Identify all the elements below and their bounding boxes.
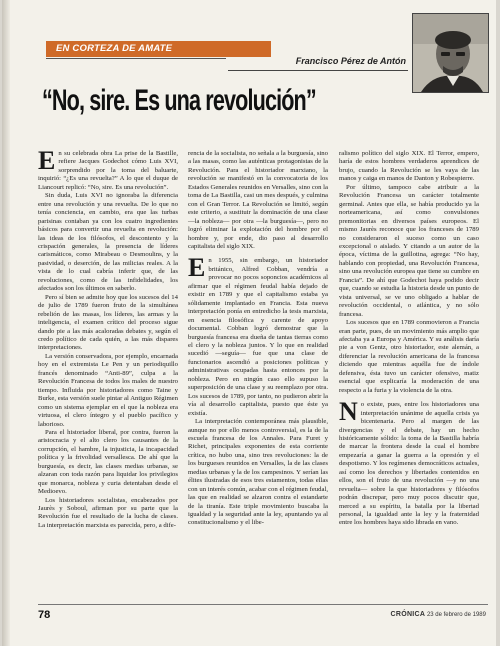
portrait-image xyxy=(413,14,488,92)
section-label: EN CORTEZA DE AMATE xyxy=(46,41,271,57)
footer-credit xyxy=(391,611,487,618)
author-portrait xyxy=(412,13,489,93)
magazine-page xyxy=(2,0,496,646)
paragraph: La interpretación contemporánea más plausible, aunque no por ello menos controversial, es la de la escuela francesa de los Annales. Para Furet y Richet, principales exponentes de esta corriente crítica, no hubo una, sino tres revoluciones: la de los burgueses reunidos en Versalles, la de las clases medias urbanas y la de los campesinos. Y serían las élites ilustradas de esos tres estamentos, todas ellas con un interés común, acabar con el régimen feudal, las que en realidad se alzaron contra el estandarte de la tiranía. Este triple movimiento buscaba la igualdad y la seguridad ante la ley, apuntando ya al constitucionalismo y el libe- xyxy=(188,418,328,527)
paragraph xyxy=(339,397,479,528)
footer-rule xyxy=(38,604,488,605)
magazine-name: CRÓNICA xyxy=(390,611,426,618)
section-rule xyxy=(46,58,226,59)
page-number: 78 xyxy=(38,609,51,621)
column-3 xyxy=(339,150,479,528)
drop-cap: E xyxy=(188,253,206,283)
column-1 xyxy=(38,146,178,530)
paragraph xyxy=(38,146,178,192)
paragraph: ralismo político del siglo XIX. El Terror, empero, haría de estos hombres verdaderos aprendices de brujo, cuando la Revolución se les vaya de las manos y caiga en manos de Danton y Robespierre. xyxy=(339,150,479,183)
paragraph-text: n 1955, sin embargo, un historiador británico, Alfred Cobban, vendría a provocar no pocos soponcios académicos al afirmar que el régimen feudal había dejado de existir en 1789 y que el capitalismo estaba ya sólidamente implantado en Francia. Esta nueva interpretación ponía en entredicho la tesis marxista, en esencia filosófica y carente de apoyo documental. Cobban logró demostrar que la burguesía francesa era dueña de tantas tierras como el clero y la nobleza juntos. Y lo que en realidad sucedió —seguía— fue que una clase de funcionarios ascendió a posiciones políticas y administrativas ocupadas hasta entonces por la nobleza. Pero en ningún caso ello supuso la superposición de una clase y su reemplazo por otra. Los sucesos de 1789, por tanto, no pudieron abrir la vía al desarrollo capitalista, puesto que éste ya existía. xyxy=(188,257,328,417)
column-2 xyxy=(188,150,328,528)
drop-cap: N xyxy=(339,397,358,427)
paragraph: Pero sí bien se admite hoy que los sucesos del 14 de julio de 1789 fueron fruto de la simultánea rebelión de las masas, los líderes, las armas y la inteligencia, el examen crítico del proceso sigue dando pie a las más acaloradas debates y, según el credo político de cada quién, a las más dispares interpretaciones. xyxy=(38,293,178,352)
paragraph: Sin duda, Luis XVI no ignoraba la diferencia entre una revolución y una revuelta. De lo que no tenía conciencia, en cambio, era que las turbas parisinas contaban ya con los cuatro ingredientes básicos para convertir una revuelta en revolución: las ideas de los filósofos, el descontento y la crispación generales, la presencia de líderes carismáticos, como Mirabeau o Desmoulins, y la pasividad, o deserción, de las milicias reales. A la vista de lo cual cabría inferir que, de las revoluciones, como de las infidelidades, los afectados son los últimos en saberlo. xyxy=(38,192,178,293)
paragraph-text: o existe, pues, entre los historiadores una interpretación unánime de aquella crisis ya bicentenaria. Pero al margen de las divergencias y el debate, hay un hecho históricamente sólido: la toma de la Bastilla habría de marcar la frontera desde la cual el hombre empezaría a ganar la guerra a la opresión y el despotismo. Y los regímenes democráticos actuales, así como los derechos y libertades contenidos en ellos, son el fruto de una revolución —y no una revuelta— sobre la que historiadores y filósofos podrán discrepar, pero muy pocos discutir que, merced a su espíritu, la batalla por la libertad personal, la igualdad ante la ley y la fraternidad entre los hombres haya sido librada en vano. xyxy=(339,401,479,527)
issue-date: 23 de febrero de 1989 xyxy=(426,612,486,618)
page-edge xyxy=(2,0,10,646)
paragraph: Para el historiador liberal, por contra, fueron la aristocracia y el alto clero los causantes de la corrupción, el hambre, la injusticia, la incapacidad política y la frivolidad versallesca. De ahí que la burguesía, es decir, las clases medias urbanas, se alzaran con toda razón para liquidar los privilegios que monarca, nobleza y curia detentaban desde el Medioevo. xyxy=(38,428,178,496)
byline-rule xyxy=(228,70,408,71)
paragraph xyxy=(188,253,328,418)
article-headline: “No, sire. Es una revolución” xyxy=(42,84,316,117)
drop-cap: E xyxy=(38,146,56,175)
paragraph: La versión conservadora, por ejemplo, encarnada hoy en el extremista Le Pen y un periodiquillo francés denominado “Anti-89”, culpa a la Revolución Francesa de todos los males de nuestro tiempo. Influida por historiadores como Taine y Burke, esta versión suele pintar al Antiguo Régimen como un sistema ejemplar en el que la nobleza era virtuosa, el clero íntegro y el pueblo pacífico y laborioso. xyxy=(38,352,178,428)
paragraph: Los sucesos que en 1789 conmovieron a Francia eran parte, pues, de un movimiento más amplio que afectaba ya a Europa y América. Y su análisis daría pie a von Gentz, otro historiador, este alemán, a diferenciar la revolución americana de la francesa diciendo que mientras aquélla fue de índole defensiva, ésta tuvo un carácter ofensivo, matiz esencial que explicaría la moderación de una respecto a la furia y la violencia de la otra. xyxy=(339,319,479,394)
paragraph: rencia de la socialista, no señala a la burguesía, sino a las masas, como las auténticas protagonistas de la Revolución. Para el historiador marxiano, la revolución se manifestó en la convocatoria de los Estados Generales reunidos en Versalles, sino con la toma de La Bastilla, casi un mes después, y culmina con el Gran Terror. La Revolución se limitó, según este criterio, a sustituir la dominación de una clase —la nobleza— por otra —la burguesía—, pero no logró eliminar la explotación del hombre por el hombre y, por ende, dio paso al desarrollo capitalista del siglo XIX. xyxy=(188,150,328,250)
article-body xyxy=(38,146,490,605)
paragraph: Los historiadores socialistas, encabezados por Jaurès y Soboul, afirman por su parte que la Revolución fue el resultado de la lucha de clases. La interpretación marxista es parecida, pero, a dife- xyxy=(38,496,178,529)
paragraph: Por último, tampoco cabe atribuir a la Revolución Francesa un carácter totalmente germinal. Antes que ella, se había producido ya la norteamericana, así como convulsiones premonitorias en diversos países europeos. El mismo Jaurès reconoce que los franceses de 1789 no consideraron el suceso como un caso excepcional o aislado. Y citando a un autor de la época, víctima de la guillotina, agrega: “No hay, hablando con propiedad, una Revolución Francesa, sino una revolución europea que tiene su cumbre en Francia”. De ahí que Godechot haya podido decir que, cuando se estudia la historia desde un punto de vista universal, se ve uno obligado a hablar de revolución occidental, o atlántica, y no sólo francesa. xyxy=(339,183,479,318)
author-byline: Francisco Pérez de Antón xyxy=(295,56,406,66)
paragraph-text: n su celebrada obra La prise de la Bastille, refiere Jacques Godechot cómo Luis XVI, sorprendido por la toma del baluarte, inquirió: “¿Es una revuelta?” A lo que el duque de Liancourt replicó: “No, sire. Es una revolución”. xyxy=(38,150,178,191)
